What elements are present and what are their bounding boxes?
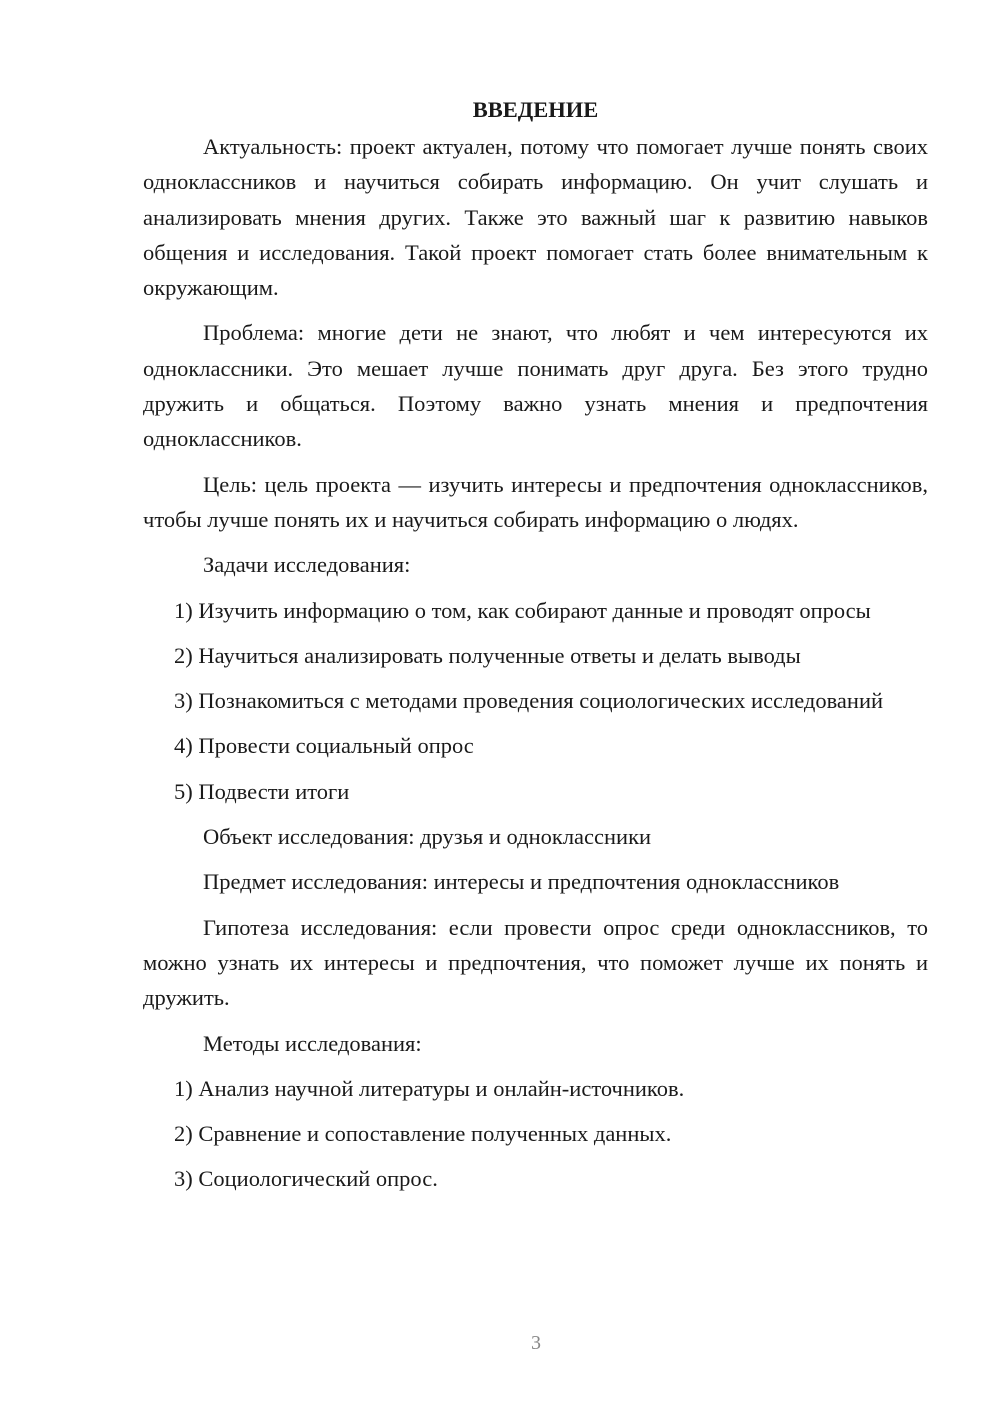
methods-heading: Методы исследования: <box>203 1030 422 1056</box>
page-number: 3 <box>531 1332 541 1354</box>
method-item: 3) Социологический опрос. <box>174 1166 438 1192</box>
task-item: 5) Подвести итоги <box>174 778 350 804</box>
task-item: 1) Изучить информацию о том, как собирают данные и проводят опросы <box>174 597 871 623</box>
hypothesis-paragraph: Гипотеза исследования: если провести опрос среди одноклассников, то можно узнать их интересы и предпочтения, что поможет лучше их понять и дружить. <box>143 914 928 1011</box>
relevance-paragraph: Актуальность: проект актуален, потому что помогает лучше понять своих одноклассников и научиться собирать информацию. Он учит слушать и анализировать мнения других. Также это важный шаг к развитию навыков общения и исследования. Такой проект помогает стать более внимательным к окружающим. <box>143 134 928 301</box>
object-paragraph: Объект исследования: друзья и одноклассники <box>203 824 652 850</box>
document-page <box>143 92 928 1197</box>
goal-paragraph: Цель: цель проекта — изучить интересы и предпочтения одноклассников, чтобы лучше понять их и научиться собирать информацию о людях. <box>143 471 928 532</box>
task-item: 2) Научиться анализировать полученные ответы и делать выводы <box>174 642 801 668</box>
section-title: ВВЕДЕНИЕ <box>472 97 599 122</box>
task-item: 4) Провести социальный опрос <box>174 733 474 759</box>
method-item: 1) Анализ научной литературы и онлайн-источников. <box>174 1075 685 1101</box>
tasks-heading: Задачи исследования: <box>203 552 411 578</box>
problem-paragraph: Проблема: многие дети не знают, что любят и чем интересуются их одноклассники. Это мешает лучше понимать друг друга. Без этого трудно дружить и общаться. Поэтому важно узнать мнения и предпочтения одноклассников. <box>143 320 928 452</box>
subject-paragraph: Предмет исследования: интересы и предпочтения одноклассников <box>203 869 840 895</box>
task-item: 3) Познакомиться с методами проведения социологических исследований <box>174 688 884 714</box>
method-item: 2) Сравнение и сопоставление полученных данных. <box>174 1121 672 1147</box>
